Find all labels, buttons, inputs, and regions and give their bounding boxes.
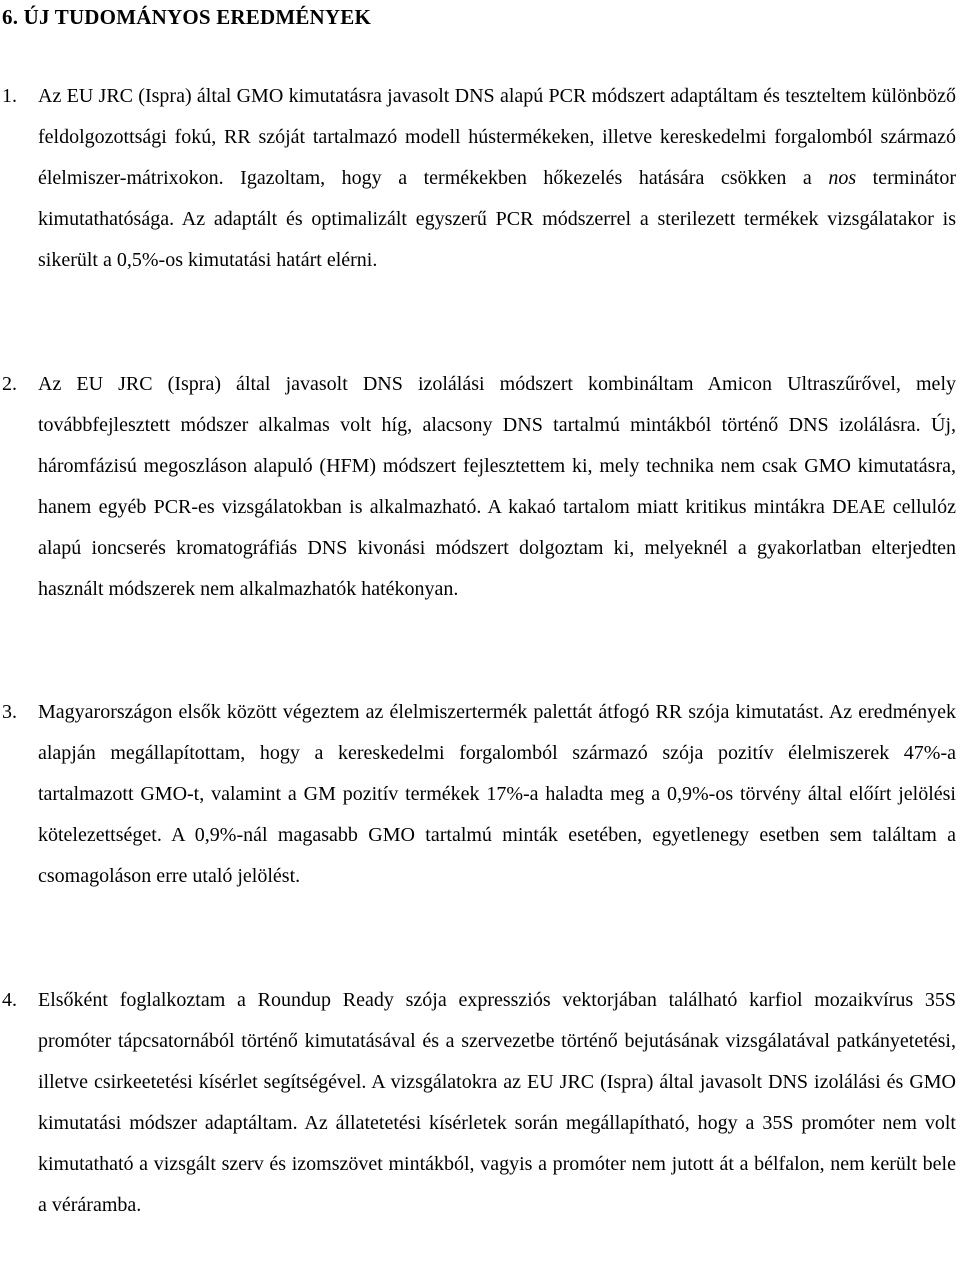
item-number: 3. [2, 701, 17, 723]
section-heading: 6. ÚJ TUDOMÁNYOS EREDMÉNYEK [2, 5, 372, 29]
paragraph-text: Az EU JRC (Ispra) által GMO kimutatásra javasolt DNS alapú PCR módszert adaptáltam és teszteltem különböző feldolgozottsági fokú, RR szóját tartalmazó modell hústermékeken, illetve kereskedelmi forgalomból származó élelmiszer-mátrixokon. Igazoltam, hogy a termékekben hőkezelés hatására csökken a [38, 85, 956, 189]
item-number: 2. [2, 373, 17, 395]
result-item-3 [0, 692, 956, 897]
item-paragraph: Az EU JRC (Ispra) által javasolt DNS izolálási módszert kombináltam Amicon Ultraszűrővel, mely továbbfejlesztett módszer alkalmas volt híg, alacsony DNS tartalmú mintákból történő DNS izolálásra. Új, háromfázisú megoszláson alapuló (HFM) módszert fejlesztettem ki, mely technika nem csak GMO kimutatásra, hanem egyéb PCR-es vizsgálatokban is alkalmazható. A kakaó tartalom miatt kritikus mintákra DEAE cellulóz alapú ioncserés kromatográfiás DNS kivonási módszert dolgoztam ki, melyeknél a gyakorlatban elterjedten használt módszerek nem alkalmazhatók hatékonyan. [38, 373, 956, 600]
item-number: 1. [2, 85, 17, 107]
result-item-4 [0, 980, 956, 1226]
item-paragraph: Elsőként foglalkoztam a Roundup Ready szója expressziós vektorjában található karfiol mozaikvírus 35S promóter tápcsatornából történő kimutatásával és a szervezetbe történő bejutásának vizsgálatával patkányetetési, illetve csirkeetetési kísérlet segítségével. A vizsgálatokra az EU JRC (Ispra) által javasolt DNS izolálási és GMO kimutatási módszer adaptáltam. Az állatetetési kísérletek során megállapítható, hogy a 35S promóter nem volt kimutatható a vizsgált szerv és izomszövet mintákból, vagyis a promóter nem jutott át a bélfalon, nem került bele a véráramba. [38, 989, 956, 1216]
item-paragraph: Magyarországon elsők között végeztem az élelmiszertermék palettát átfogó RR szója kimutatást. Az eredmények alapján megállapítottam, hogy a kereskedelmi forgalomból származó szója pozitív élelmiszerek 47%-a tartalmazott GMO-t, valamint a GM pozitív termékek 17%-a haladta meg a 0,9%-os törvény által előírt jelölési kötelezettséget. A 0,9%-nál magasabb GMO tartalmú minták esetében, egyetlenegy esetben sem találtam a csomagoláson erre utaló jelölést. [38, 701, 956, 887]
result-item-1 [0, 76, 956, 281]
result-item-2 [0, 364, 956, 610]
italic-term: nos [828, 167, 857, 189]
paragraph-text: terminátor kimutathatósága. Az adaptált és optimalizált egyszerű PCR módszerrel a sterilezett termékek vizsgálatakor is sikerült a 0,5%-os kimutatási határt elérni. [38, 167, 956, 271]
item-paragraph [38, 76, 956, 281]
item-number: 4. [2, 989, 17, 1011]
